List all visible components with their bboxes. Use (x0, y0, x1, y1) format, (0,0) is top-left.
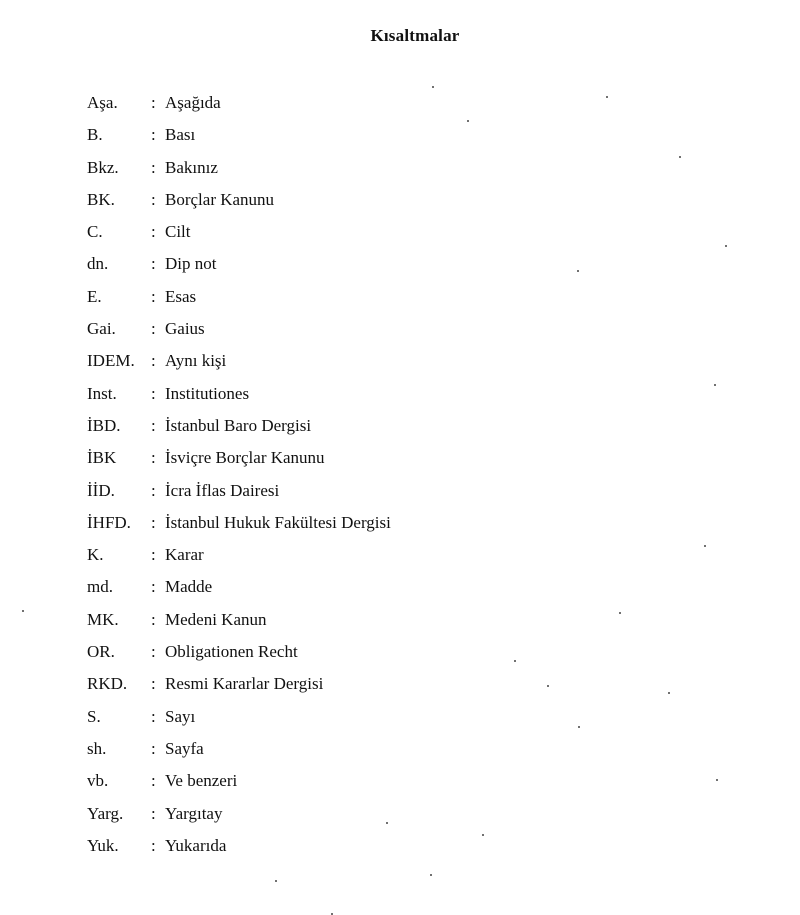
abbreviation-row (87, 124, 727, 156)
abbreviation-separator: : (151, 254, 156, 274)
abbreviation-term: OR. (87, 642, 115, 662)
abbreviation-term: vb. (87, 771, 109, 791)
abbreviation-row (87, 318, 727, 350)
scan-speck (716, 779, 718, 781)
abbreviation-meaning: Institutiones (165, 383, 250, 403)
abbreviation-meaning: Resmi Kararlar Dergisi (165, 674, 324, 694)
abbreviation-row (87, 383, 727, 415)
scan-speck (432, 86, 434, 88)
scan-speck (514, 660, 516, 662)
abbreviation-meaning: Gaius (165, 319, 205, 339)
scan-speck (606, 96, 608, 98)
abbreviation-separator: : (151, 448, 156, 468)
abbreviation-term: BK. (87, 189, 115, 209)
abbreviation-meaning: Obligationen Recht (165, 642, 298, 662)
abbreviation-row (87, 157, 727, 189)
abbreviation-row (87, 480, 727, 512)
abbreviation-term: İBD. (87, 415, 121, 435)
abbreviation-row (87, 770, 727, 802)
abbreviation-meaning: Yargıtay (165, 803, 223, 823)
abbreviation-term: İBK (87, 448, 117, 468)
abbreviation-separator: : (151, 835, 156, 855)
abbreviation-row (87, 706, 727, 738)
abbreviation-row (87, 350, 727, 382)
scan-speck (547, 685, 549, 687)
scan-speck (482, 834, 484, 836)
abbreviation-meaning: Bası (165, 125, 196, 145)
abbreviation-separator: : (151, 577, 156, 597)
abbreviation-row (87, 673, 727, 705)
scan-speck (619, 612, 621, 614)
scan-speck (430, 874, 432, 876)
abbreviation-meaning: İstanbul Hukuk Fakültesi Dergisi (165, 512, 391, 532)
abbreviation-list (87, 92, 727, 867)
abbreviation-meaning: Medeni Kanun (165, 609, 267, 629)
scan-speck (386, 822, 388, 824)
abbreviation-row (87, 189, 727, 221)
scan-speck (679, 156, 681, 158)
abbreviation-term: E. (87, 286, 102, 306)
abbreviation-row (87, 738, 727, 770)
abbreviation-separator: : (151, 480, 156, 500)
abbreviation-term: sh. (87, 738, 107, 758)
abbreviation-meaning: Karar (165, 545, 204, 565)
abbreviation-separator: : (151, 771, 156, 791)
scan-speck (704, 545, 706, 547)
abbreviation-separator: : (151, 351, 156, 371)
abbreviation-separator: : (151, 222, 156, 242)
abbreviation-meaning: İstanbul Baro Dergisi (165, 415, 312, 435)
abbreviation-term: B. (87, 125, 103, 145)
abbreviation-meaning: Aşağıda (165, 93, 221, 112)
abbreviation-row (87, 512, 727, 544)
abbreviation-row (87, 92, 727, 124)
abbreviation-term: dn. (87, 254, 109, 274)
abbreviation-term: Inst. (87, 383, 117, 403)
abbreviation-row (87, 609, 727, 641)
abbreviation-separator: : (151, 512, 156, 532)
scan-speck (577, 270, 579, 272)
abbreviation-term: md. (87, 577, 113, 597)
abbreviation-separator: : (151, 706, 156, 726)
scan-speck (467, 120, 469, 122)
abbreviation-separator: : (151, 93, 156, 112)
abbreviation-separator: : (151, 674, 156, 694)
abbreviation-separator: : (151, 738, 156, 758)
abbreviation-row (87, 576, 727, 608)
abbreviation-separator: : (151, 803, 156, 823)
abbreviation-term: RKD. (87, 674, 128, 694)
abbreviation-meaning: İsviçre Borçlar Kanunu (165, 448, 325, 468)
abbreviation-meaning: Aynı kişi (165, 351, 227, 371)
abbreviation-term: K. (87, 545, 104, 565)
abbreviation-row (87, 253, 727, 285)
abbreviation-meaning: Sayfa (165, 738, 204, 758)
abbreviation-row (87, 641, 727, 673)
abbreviation-row (87, 835, 727, 867)
abbreviation-row (87, 415, 727, 447)
abbreviation-separator: : (151, 383, 156, 403)
abbreviation-term: MK. (87, 609, 119, 629)
abbreviation-term: Aşa. (87, 93, 118, 112)
abbreviation-row (87, 803, 727, 835)
abbreviation-separator: : (151, 319, 156, 339)
abbreviation-separator: : (151, 125, 156, 145)
abbreviation-separator: : (151, 415, 156, 435)
scan-speck (714, 384, 716, 386)
abbreviation-meaning: Dip not (165, 254, 217, 274)
abbreviation-meaning: Esas (165, 286, 197, 306)
abbreviation-meaning: Bakınız (165, 157, 218, 177)
abbreviation-separator: : (151, 642, 156, 662)
abbreviation-row (87, 447, 727, 479)
abbreviation-term: Gai. (87, 319, 116, 339)
abbreviation-row (87, 544, 727, 576)
abbreviation-term: S. (87, 706, 101, 726)
abbreviation-meaning: Sayı (165, 706, 196, 726)
scan-speck (22, 610, 24, 612)
abbreviation-term: Yuk. (87, 835, 119, 855)
page-title: Kısaltmalar (370, 26, 460, 45)
abbreviation-separator: : (151, 545, 156, 565)
scan-speck (725, 245, 727, 247)
abbreviation-term: Bkz. (87, 157, 119, 177)
abbreviation-separator: : (151, 157, 156, 177)
abbreviation-meaning: İcra İflas Dairesi (165, 480, 280, 500)
abbreviation-meaning: Yukarıda (165, 835, 227, 855)
abbreviation-meaning: Borçlar Kanunu (165, 189, 275, 209)
abbreviation-row (87, 221, 727, 253)
abbreviation-meaning: Ve benzeri (165, 771, 238, 791)
abbreviation-term: İİD. (87, 480, 115, 500)
abbreviation-row (87, 286, 727, 318)
abbreviation-separator: : (151, 609, 156, 629)
abbreviation-term: C. (87, 222, 103, 242)
abbreviation-meaning: Madde (165, 577, 213, 597)
abbreviation-separator: : (151, 286, 156, 306)
scan-speck (578, 726, 580, 728)
abbreviation-term: Yarg. (87, 803, 124, 823)
abbreviation-term: IDEM. (87, 351, 135, 371)
abbreviation-meaning: Cilt (165, 222, 191, 242)
scan-speck (668, 692, 670, 694)
abbreviation-term: İHFD. (87, 512, 131, 532)
abbreviation-separator: : (151, 189, 156, 209)
scan-speck (275, 880, 277, 882)
